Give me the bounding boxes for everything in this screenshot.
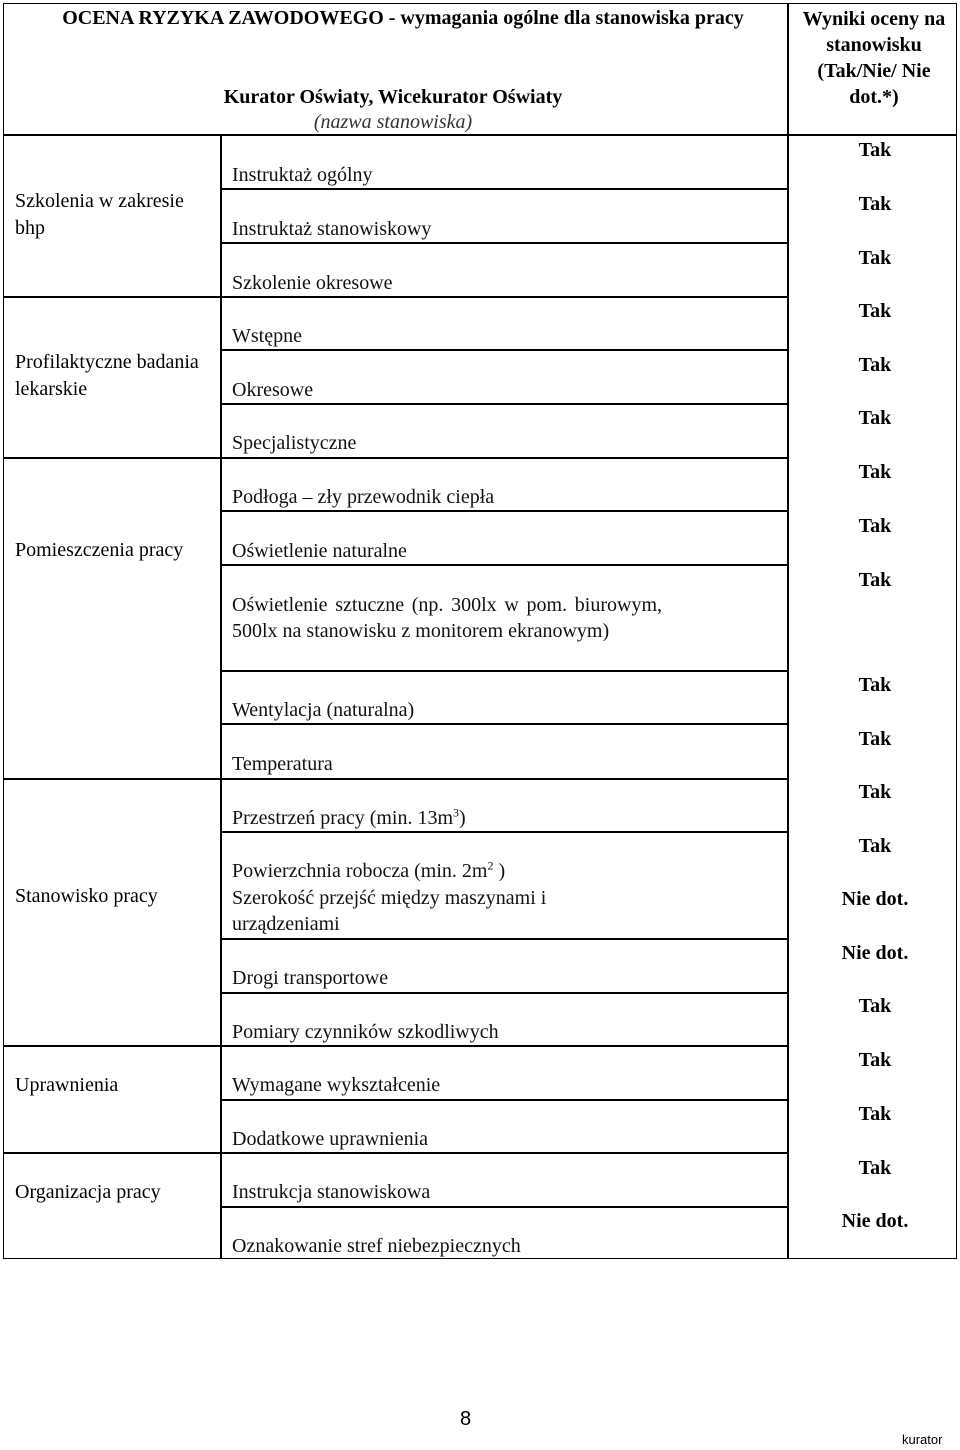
row-divider [220, 723, 787, 725]
row-divider [220, 510, 787, 512]
category-organization: Organizacja pracy [15, 1181, 161, 1203]
row-divider [220, 564, 787, 566]
category-divider [3, 1152, 787, 1154]
result-value: Tak [858, 995, 892, 1017]
results-column-header: Wyniki oceny na stanowisku (Tak/Nie/ Nie dot.*) [802, 8, 946, 108]
category-divider [3, 1045, 787, 1047]
result-value: Tak [858, 835, 892, 857]
category-divider [3, 457, 787, 459]
item-natural-lighting: Oświetlenie naturalne [232, 540, 407, 562]
row-divider [220, 188, 787, 190]
item-passage-width: Szerokość przejść między maszynami i urządzeniami [232, 887, 547, 935]
result-value: Tak [858, 139, 892, 161]
category-divider [3, 778, 787, 780]
result-value: Tak [858, 300, 892, 322]
item-transport-routes: Drogi transportowe [232, 967, 389, 989]
row-divider [220, 403, 787, 405]
item-artificial-lighting: Oświetlenie sztuczne (np. 300lx w pom. biurowym, 500lx na stanowisku z monitorem ekranowym) [232, 594, 662, 642]
result-value: Tak [858, 461, 892, 483]
item-initial-exam: Wstępne [232, 325, 302, 347]
item-workstation-instruction: Instruktaż stanowiskowy [232, 218, 432, 240]
category-qualifications: Uprawnienia [15, 1074, 119, 1096]
column-divider-1 [220, 135, 222, 1259]
result-value: Tak [858, 1049, 892, 1071]
result-value: Tak [858, 569, 892, 591]
item-education: Wymagane wykształcenie [232, 1074, 441, 1096]
category-divider [3, 296, 787, 298]
item-ventilation: Wentylacja (naturalna) [232, 699, 415, 721]
row-divider [220, 670, 787, 672]
row-divider [220, 349, 787, 351]
position-name: Kurator Oświaty, Wicekurator Oświaty [223, 86, 563, 108]
document-title: OCENA RYZYKA ZAWODOWEGO - wymagania ogólne dla stanowiska pracy [62, 7, 744, 29]
result-value: Tak [858, 515, 892, 537]
item-temperature: Temperatura [232, 753, 333, 775]
item-harmful-factors: Pomiary czynników szkodliwych [232, 1021, 499, 1043]
item-work-surface [232, 858, 505, 884]
superscript: 2 [487, 858, 494, 873]
row-divider [220, 992, 787, 994]
superscript: 3 [453, 805, 460, 820]
category-rooms: Pomieszczenia pracy [15, 539, 184, 561]
result-value: Tak [858, 674, 892, 696]
row-divider [220, 1206, 787, 1208]
category-medical: Profilaktyczne badania lekarskie [15, 351, 199, 400]
result-value: Nie dot. [841, 888, 909, 910]
item-workstation-manual: Instrukcja stanowiskowa [232, 1181, 431, 1203]
row-divider [220, 831, 787, 833]
item-specialist-exam: Specjalistyczne [232, 432, 357, 454]
result-value: Tak [858, 407, 892, 429]
result-value: Nie dot. [841, 1210, 909, 1232]
item-additional-permissions: Dodatkowe uprawnienia [232, 1128, 429, 1150]
result-value: Nie dot. [841, 942, 909, 964]
column-divider-2 [787, 3, 789, 1259]
result-value: Tak [858, 781, 892, 803]
item-work-surface-text: Powierzchnia robocza (min. 2m [232, 860, 488, 882]
result-value: Tak [858, 728, 892, 750]
item-workspace-text: Przestrzeń pracy (min. 13m [232, 807, 454, 829]
header-divider [3, 134, 957, 136]
category-training: Szkolenia w zakresie bhp [15, 190, 184, 239]
item-general-instruction: Instruktaż ogólny [232, 164, 373, 186]
item-work-surface-end: ) [493, 860, 506, 882]
item-floor: Podłoga – zły przewodnik ciepła [232, 486, 495, 508]
item-workspace-end: ) [459, 807, 466, 829]
position-hint: (nazwa stanowiska) [313, 111, 473, 133]
result-value: Tak [858, 354, 892, 376]
result-value: Tak [858, 193, 892, 215]
result-value: Tak [858, 1103, 892, 1125]
row-divider [220, 938, 787, 940]
row-divider [220, 1099, 787, 1101]
category-workstation: Stanowisko pracy [15, 885, 158, 907]
item-danger-zone-marking: Oznakowanie stref niebezpiecznych [232, 1235, 521, 1257]
item-workspace [232, 805, 466, 831]
item-periodic-training: Szkolenie okresowe [232, 272, 393, 294]
row-divider [220, 242, 787, 244]
result-value: Tak [858, 1157, 892, 1179]
risk-assessment-table [3, 3, 957, 1259]
result-value: Tak [858, 247, 892, 269]
page-number: 8 [460, 1408, 472, 1430]
watermark-text: kurator [902, 1432, 943, 1447]
item-periodic-exam: Okresowe [232, 379, 314, 401]
